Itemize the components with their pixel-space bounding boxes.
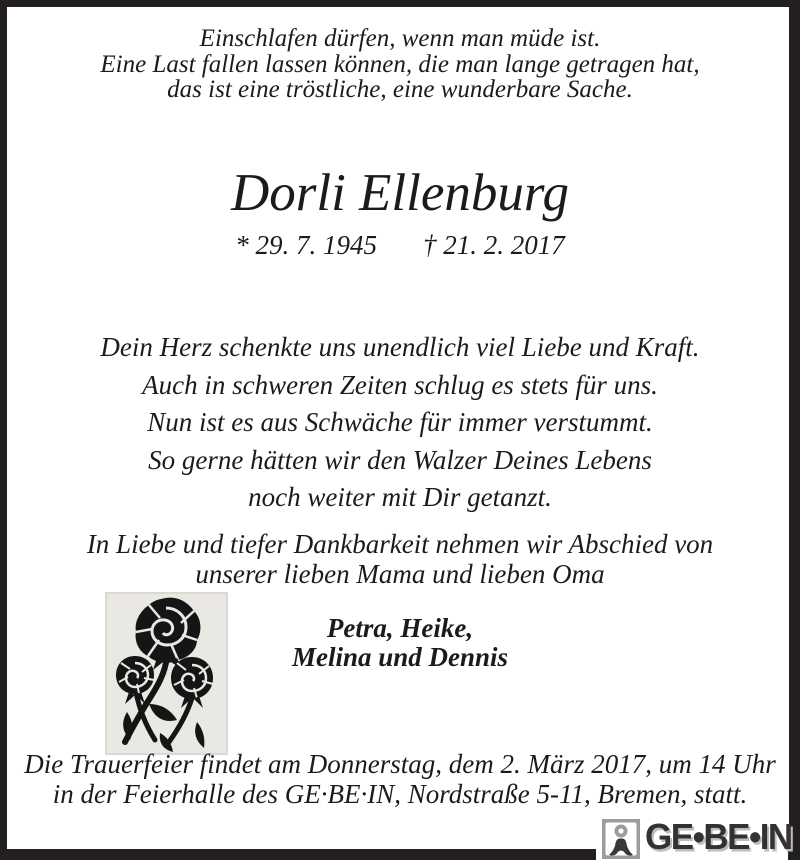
verse-line: Auch in schweren Zeiten schlug es stets für uns. (142, 369, 658, 400)
quote-line: das ist eine tröstliche, eine wunderbare Sache. (167, 76, 633, 103)
opening-quote (0, 26, 800, 103)
verse-line: Nun ist es aus Schwäche für immer verstummt. (147, 407, 653, 437)
farewell-text (0, 529, 800, 589)
quote-line: Eine Last fallen lassen können, die man lange getragen hat, (100, 50, 700, 78)
verse-line: noch weiter mit Dir getanzt. (248, 482, 552, 512)
funeral-line: in der Feierhalle des GE·BE·IN, Nordstraße 5-11, Bremen, statt. (52, 778, 748, 809)
farewell-line: In Liebe und tiefer Dankbarkeit nehmen wir Abschied von (86, 529, 714, 559)
frame-bottom (0, 849, 602, 860)
verse-line: So gerne hätten wir den Walzer Deines Lebens (148, 444, 652, 475)
quote-line: Einschlafen dürfen, wenn man müde ist. (199, 25, 601, 52)
funeral-details (0, 750, 800, 809)
mourners-line: Petra, Heike, (326, 613, 474, 643)
funeral-line: Die Trauerfeier findet am Donnerstag, dem 2. März 2017, um 14 Uhr (24, 749, 776, 779)
verse-line: Dein Herz schenkte uns unendlich viel Liebe und Kraft. (100, 332, 700, 362)
death-date: † 21. 2. 2017 (423, 230, 565, 260)
farewell-line: unserer lieben Mama und lieben Oma (195, 559, 605, 589)
mourners-names (0, 614, 800, 672)
gebein-logo-text: GE•BE•IN (645, 816, 792, 858)
frame-top (0, 0, 800, 7)
memorial-verse (0, 329, 800, 517)
life-dates (0, 230, 800, 261)
mourners-line: Melina und Dennis (291, 642, 509, 672)
birth-date: * 29. 7. 1945 (235, 230, 377, 260)
gebein-logo (596, 812, 792, 860)
deceased-name: Dorli Ellenburg (230, 164, 570, 222)
gebein-figure-icon (602, 819, 640, 859)
